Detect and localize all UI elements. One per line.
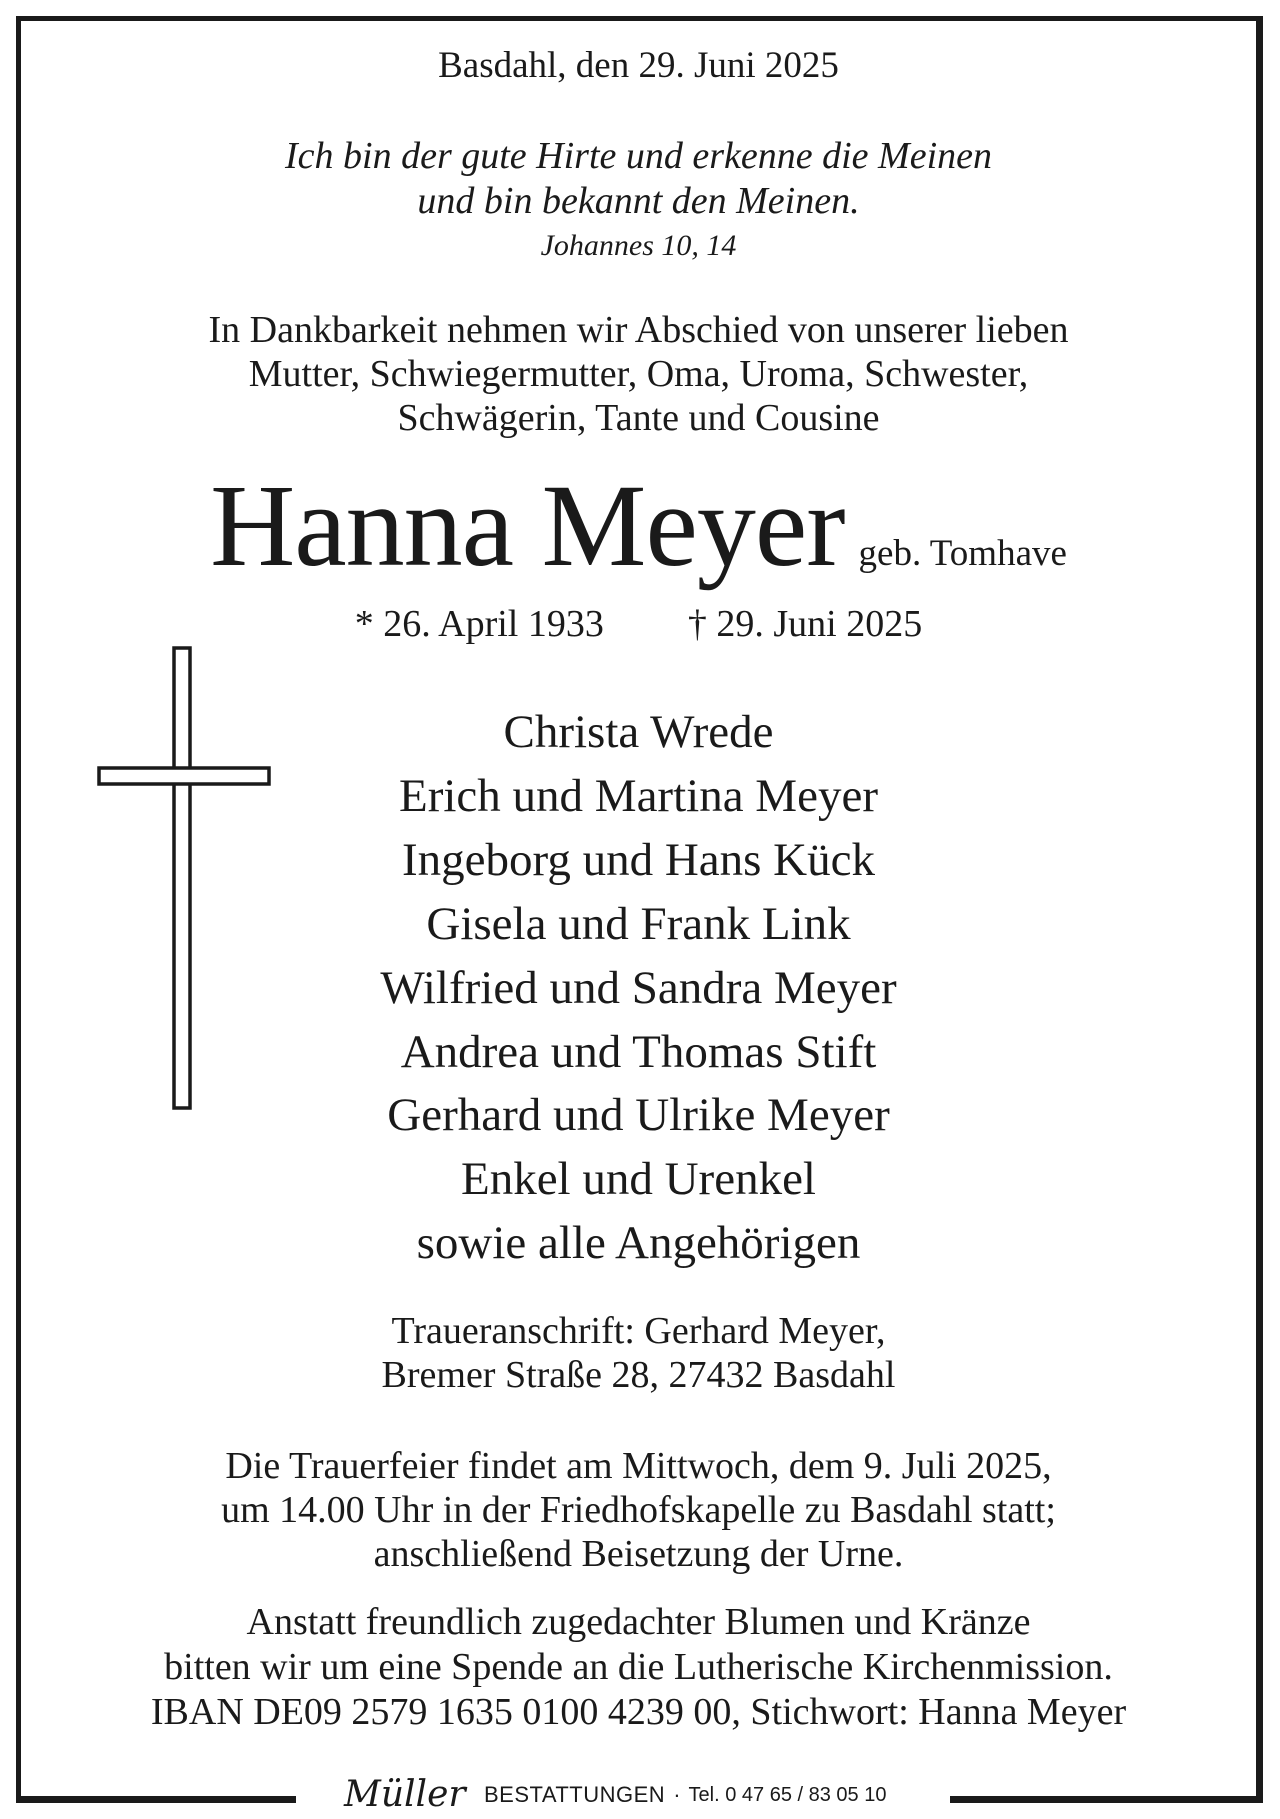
family-member: Wilfried und Sandra Meyer xyxy=(380,961,897,1014)
donation-info xyxy=(21,1600,1256,1735)
donation-line: IBAN DE09 2579 1635 0100 4239 00, Stichwort: Hanna Meyer xyxy=(150,1691,1127,1733)
life-dates xyxy=(21,600,1256,648)
death-date: † 29. Juni 2025 xyxy=(687,603,923,645)
funeral-home-logo xyxy=(340,1772,480,1818)
bible-verse xyxy=(21,134,1256,224)
funeral-home-phone: Tel. 0 47 65 / 83 05 10 xyxy=(688,1783,887,1806)
family-member: Gisela und Frank Link xyxy=(426,897,851,950)
verse-line: Ich bin der gute Hirte und erkenne die Meinen xyxy=(285,135,992,177)
intro-line: Schwägerin, Tante und Cousine xyxy=(397,397,880,439)
intro-line: Mutter, Schwiegermutter, Oma, Uroma, Schwester, xyxy=(248,353,1029,395)
funeral-line: Die Trauerfeier findet am Mittwoch, dem 9. Juli 2025, xyxy=(225,1445,1052,1487)
family-member: Enkel und Urenkel xyxy=(460,1153,816,1206)
address-line: Traueranschrift: Gerhard Meyer, xyxy=(391,1310,886,1352)
family-member: Gerhard und Ulrike Meyer xyxy=(387,1089,890,1142)
funeral-home-name: BESTATTUNGEN xyxy=(484,1782,666,1807)
funeral-home-footer xyxy=(340,1772,940,1818)
birth-date: * 26. April 1933 xyxy=(354,603,604,645)
family-member: Christa Wrede xyxy=(503,706,774,758)
intro-text xyxy=(21,308,1256,440)
place-date: Basdahl, den 29. Juni 2025 xyxy=(438,45,839,86)
bottom-border-right xyxy=(950,1796,1263,1803)
donation-line: Anstatt freundlich zugedachter Blumen und Kränze xyxy=(246,1601,1031,1643)
intro-line: In Dankbarkeit nehmen wir Abschied von unserer lieben xyxy=(208,309,1069,351)
verse-reference: Johannes 10, 14 xyxy=(540,229,737,262)
family-member: Andrea und Thomas Stift xyxy=(400,1025,877,1078)
maiden-name: geb. Tomhave xyxy=(858,533,1067,574)
family-member: Erich und Martina Meyer xyxy=(399,769,878,822)
funeral-line: um 14.00 Uhr in der Friedhofskapelle zu Basdahl statt; xyxy=(221,1489,1056,1531)
logo-signature: Müller xyxy=(344,1774,466,1815)
deceased-name-row xyxy=(21,460,1256,591)
family-list xyxy=(21,701,1256,1276)
deceased-name: Hanna Meyer xyxy=(210,460,845,591)
family-member: Ingeborg und Hans Kück xyxy=(402,833,875,886)
mourning-address xyxy=(21,1309,1256,1397)
verse-line: und bin bekannt den Meinen. xyxy=(417,180,860,222)
funeral-info xyxy=(21,1444,1256,1576)
footer-separator: · xyxy=(673,1782,681,1807)
bottom-border-left xyxy=(16,1796,296,1803)
funeral-line: anschließend Beisetzung der Urne. xyxy=(373,1533,904,1575)
address-line: Bremer Straße 28, 27432 Basdahl xyxy=(381,1354,896,1396)
donation-line: bitten wir um eine Spende an die Lutherische Kirchenmission. xyxy=(164,1646,1113,1688)
family-member: sowie alle Angehörigen xyxy=(416,1217,861,1270)
